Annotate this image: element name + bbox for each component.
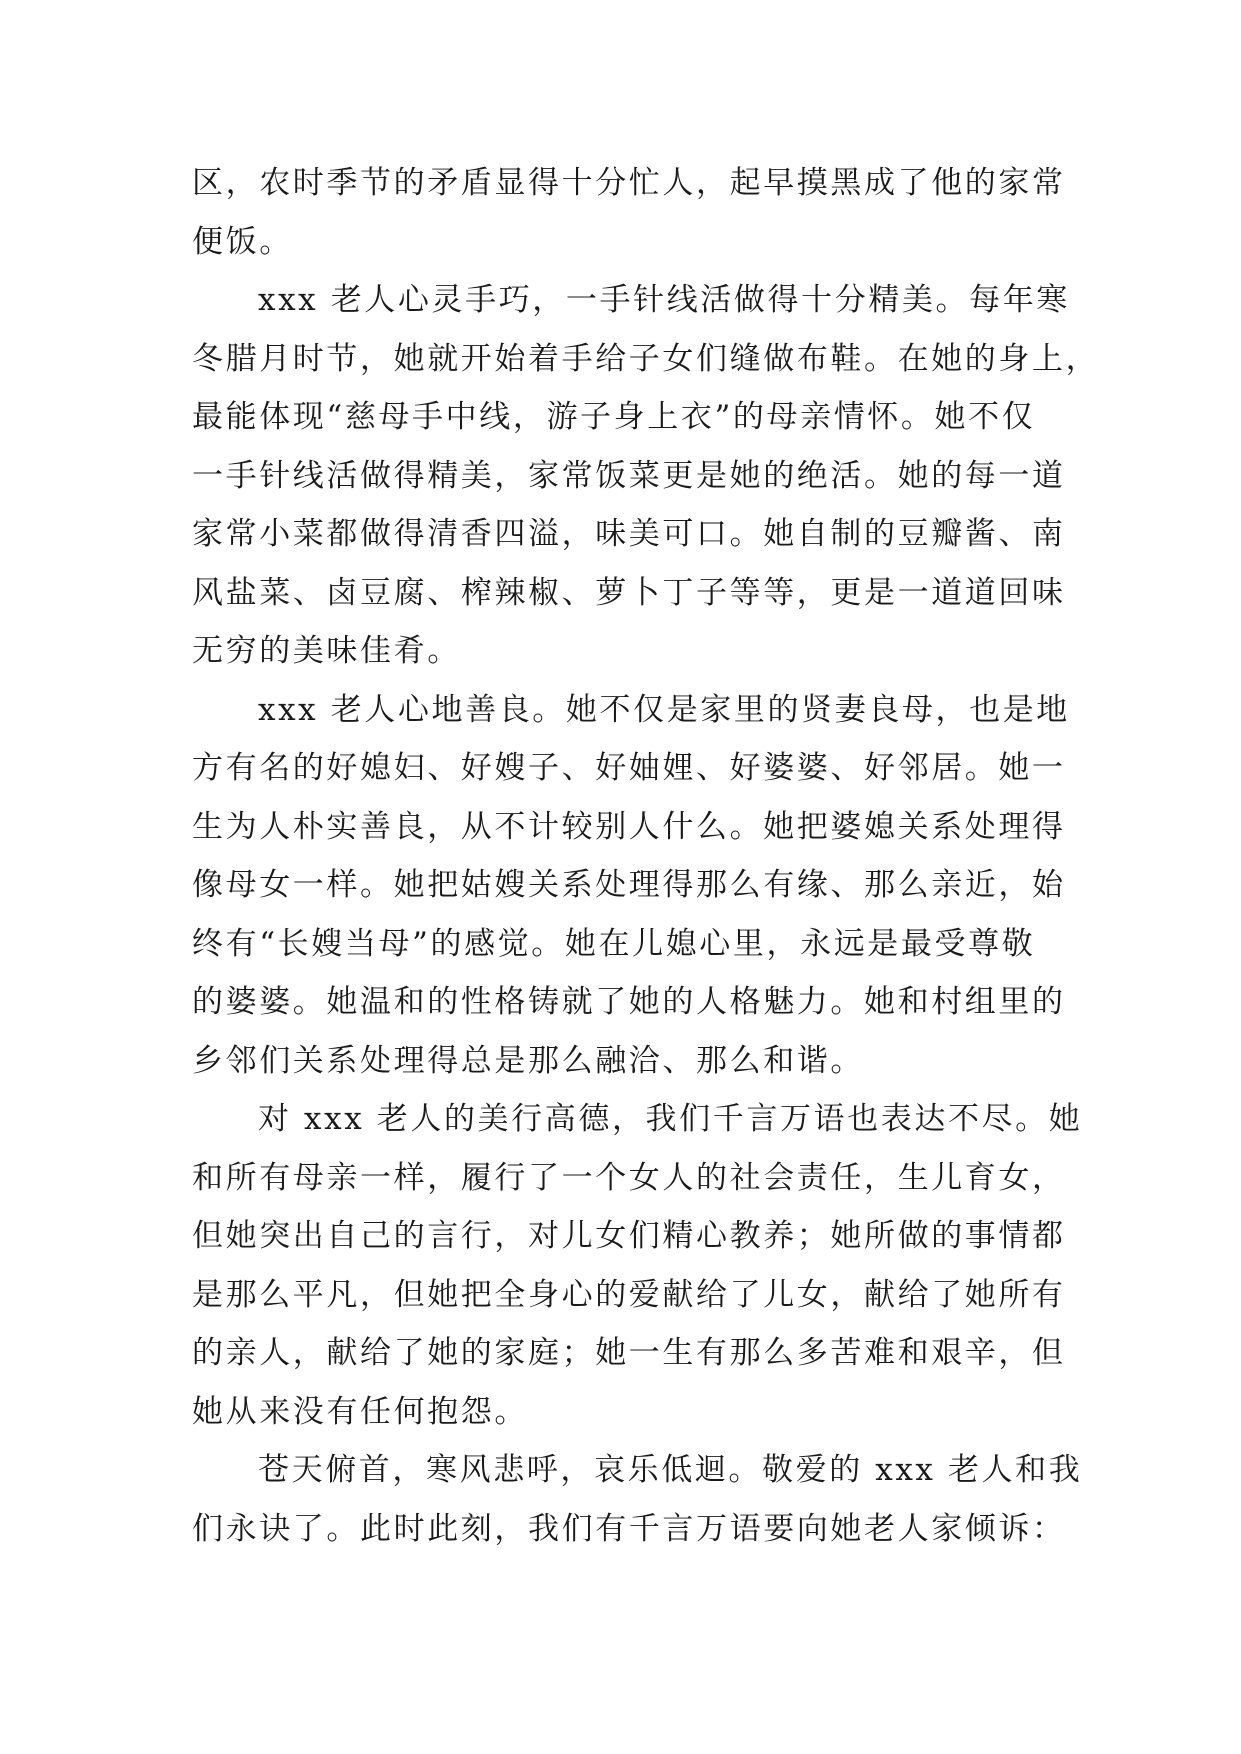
text-line: 苍天俯首，寒风悲呼，哀乐低迴。敬爱的 xxx 老人和我 [258, 1452, 1083, 1488]
paragraph-1 [192, 154, 1066, 271]
text-line: 但她突出自己的言行，对儿女们精心教养；她所做的事情都 [192, 1218, 1066, 1254]
text-line: 和所有母亲一样，履行了一个女人的社会责任，生儿育女， [192, 1159, 1066, 1196]
paragraph-3 [192, 681, 1070, 1091]
text-line: 她从来没有任何抱怨。 [192, 1393, 528, 1430]
text-line: 方有名的好媳妇、好嫂子、好妯娌、好婆婆、好邻居。她一 [192, 750, 1066, 786]
text-line: 对 xxx 老人的美行高德，我们千言万语也表达不尽。她 [258, 1101, 1083, 1137]
text-line: 像母女一样。她把姑嫂关系处理得那么有缘、那么亲近，始 [192, 867, 1066, 903]
text-line: 便饭。 [192, 223, 293, 260]
paragraph-5 [192, 1441, 1083, 1558]
text-line: 最能体现“慈母手中线，游子身上衣”的母亲情怀。她不仅 [192, 399, 1036, 435]
text-line: 无穷的美味佳肴。 [192, 633, 461, 669]
text-line: 区，农时季节的矛盾显得十分忙人，起早摸黑成了他的家常 [192, 165, 1066, 201]
text-line: 是那么平凡，但她把全身心的爱献给了儿女，献给了她所有 [192, 1276, 1066, 1313]
text-line: 冬腊月时节，她就开始着手给子女们缝做布鞋。在她的身上， [192, 340, 1100, 377]
text-line: 风盐菜、卤豆腐、榨辣椒、萝卜丁子等等，更是一道道回味 [192, 574, 1066, 611]
paragraph-2 [192, 271, 1100, 681]
text-line: 的婆婆。她温和的性格铸就了她的人格魅力。她和村组里的 [192, 984, 1066, 1020]
text-line: 终有“长嫂当母”的感觉。她在儿媳心里，永远是最受尊敬 [192, 925, 1036, 962]
text-line: xxx 老人心地善良。她不仅是家里的贤妻良母，也是地 [258, 691, 1070, 728]
text-line: 家常小菜都做得清香四溢，味美可口。她自制的豆瓣酱、南 [192, 516, 1066, 552]
text-line: 乡邻们关系处理得总是那么融洽、那么和谐。 [192, 1042, 864, 1079]
paragraph-4 [192, 1090, 1083, 1441]
text-line: 的亲人，献给了她的家庭；她一生有那么多苦难和艰辛，但 [192, 1335, 1066, 1371]
text-line: xxx 老人心灵手巧，一手针线活做得十分精美。每年寒 [258, 282, 1070, 318]
document-body [192, 154, 1100, 1558]
text-line: 们永诀了。此时此刻，我们有千言万语要向她老人家倾诉： [192, 1510, 1066, 1547]
text-line: 一手针线活做得精美，家常饭菜更是她的绝活。她的每一道 [192, 457, 1066, 494]
text-line: 生为人朴实善良，从不计较别人什么。她把婆媳关系处理得 [192, 808, 1066, 845]
